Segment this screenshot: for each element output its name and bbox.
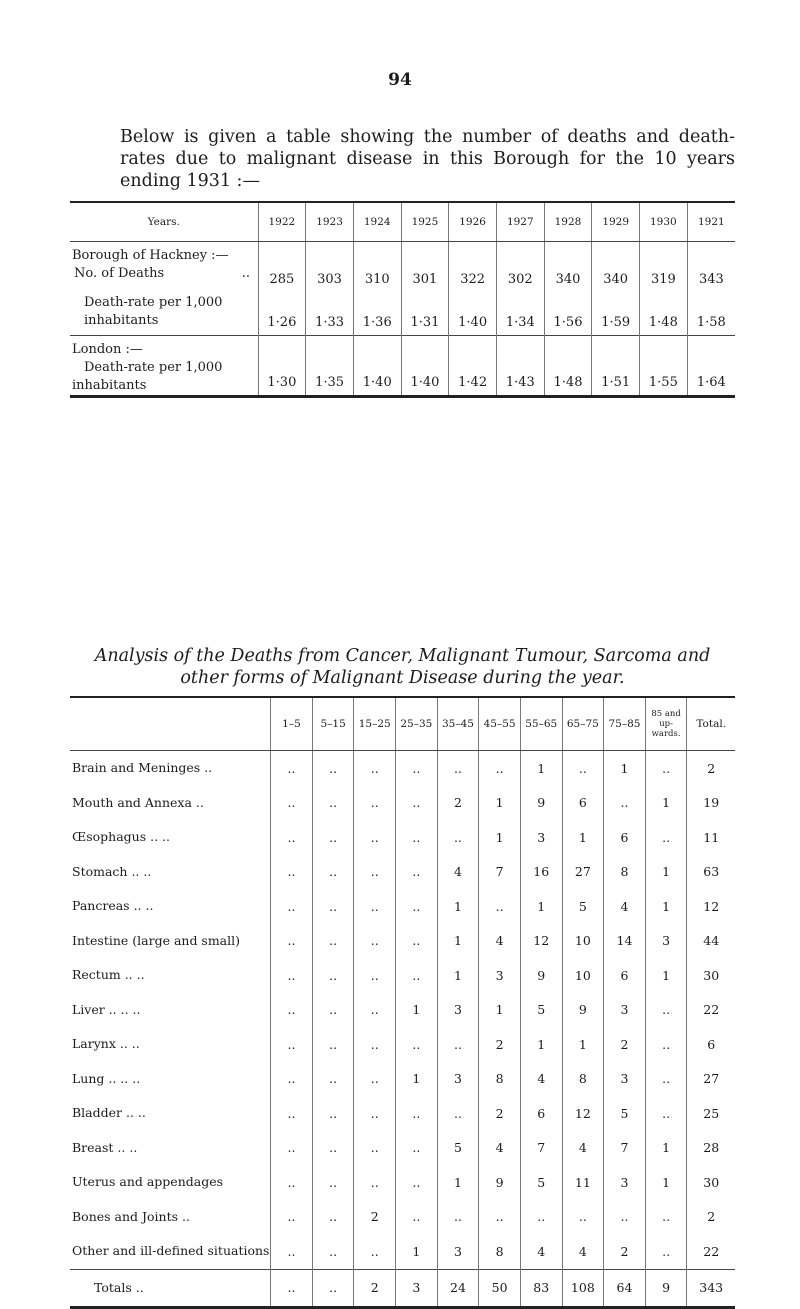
count-cell: 1 [437, 1165, 479, 1200]
count-cell: .. [312, 958, 354, 993]
count-cell: .. [271, 889, 313, 924]
total-cell: 108 [562, 1269, 604, 1307]
table-row [70, 855, 735, 890]
count-cell: 28 [687, 1131, 735, 1166]
count-cell: 1 [437, 958, 479, 993]
count-cell: .. [354, 820, 396, 855]
count-cell: 2 [479, 1027, 521, 1062]
corner-cell [70, 697, 271, 751]
count-cell: .. [271, 1027, 313, 1062]
deaths-cell: 319 [640, 242, 688, 292]
count-cell: 6 [687, 1027, 735, 1062]
count-cell: 3 [604, 993, 646, 1028]
rate-cell: 1·40 [401, 336, 449, 397]
table-row [70, 1165, 735, 1200]
rate-cell: 1·43 [496, 336, 544, 397]
total-cell: .. [312, 1269, 354, 1307]
death-rates-table [70, 201, 735, 398]
count-cell: .. [645, 1234, 687, 1269]
count-cell: 1 [479, 786, 521, 821]
table-row [70, 820, 735, 855]
count-cell: 10 [562, 958, 604, 993]
count-cell: 44 [687, 924, 735, 959]
year-header: 1930 [640, 202, 688, 242]
total-cell: .. [271, 1269, 313, 1307]
row-label: Uterus and appendages [72, 1174, 224, 1190]
table-row [70, 1234, 735, 1269]
count-cell: .. [312, 786, 354, 821]
analysis-heading: Analysis of the Deaths from Cancer, Malignant Tumour, Sarcoma and other forms of Malignant Disease during the year. [94, 646, 711, 688]
table-row [70, 1096, 735, 1131]
count-cell: .. [354, 1027, 396, 1062]
count-cell: 1 [645, 889, 687, 924]
rate-cell: 1·64 [687, 336, 735, 397]
count-cell: 6 [604, 958, 646, 993]
count-cell: 2 [437, 786, 479, 821]
count-cell: .. [312, 820, 354, 855]
hackney-deaths-label [70, 242, 258, 292]
row-label: Mouth and Annexa .. [72, 794, 204, 810]
count-cell: 30 [687, 1165, 735, 1200]
count-cell: .. [271, 820, 313, 855]
count-cell: .. [312, 1027, 354, 1062]
count-cell: .. [396, 1027, 438, 1062]
table-row [70, 889, 735, 924]
count-cell: 2 [604, 1027, 646, 1062]
count-cell: .. [396, 1096, 438, 1131]
count-cell: 4 [437, 855, 479, 890]
count-cell: .. [271, 1234, 313, 1269]
deaths-cell: 302 [496, 242, 544, 292]
count-cell: .. [354, 1165, 396, 1200]
count-cell: 1 [645, 1165, 687, 1200]
count-cell: 4 [520, 1062, 562, 1097]
deaths-cell: 301 [401, 242, 449, 292]
deaths-cell: 340 [544, 242, 592, 292]
count-cell: .. [354, 993, 396, 1028]
count-cell: .. [562, 751, 604, 786]
count-cell: 5 [520, 993, 562, 1028]
count-cell: 6 [562, 786, 604, 821]
deaths-cell: 285 [258, 242, 306, 292]
totals-row [70, 1269, 735, 1307]
count-cell: .. [604, 1200, 646, 1235]
deaths-label: No. of Deaths .. [74, 266, 250, 281]
count-cell: 3 [604, 1062, 646, 1097]
count-cell: 6 [520, 1096, 562, 1131]
count-cell: .. [312, 855, 354, 890]
year-header: 1929 [592, 202, 640, 242]
count-cell: .. [479, 889, 521, 924]
age-column-header: 1–5 [271, 697, 313, 751]
count-cell: .. [354, 924, 396, 959]
hackney-title: Borough of Hackney :— [72, 248, 229, 263]
count-cell: .. [437, 751, 479, 786]
count-cell: .. [645, 1096, 687, 1131]
rate-cell: 1·35 [306, 336, 354, 397]
deaths-cell: 303 [306, 242, 354, 292]
total-cell: 3 [396, 1269, 438, 1307]
count-cell: .. [312, 1234, 354, 1269]
age-column-header: 65–75 [562, 697, 604, 751]
year-header: 1925 [401, 202, 449, 242]
row-label: Intestine (large and small) [72, 932, 241, 948]
row-label: Rectum .. .. [72, 967, 145, 983]
count-cell: .. [354, 786, 396, 821]
rate-cell: 1·40 [353, 336, 401, 397]
count-cell: 7 [604, 1131, 646, 1166]
row-label: Lung .. .. .. [72, 1070, 141, 1086]
count-cell: .. [396, 1131, 438, 1166]
count-cell: .. [271, 786, 313, 821]
table-row [70, 958, 735, 993]
count-cell: .. [312, 993, 354, 1028]
rate-cell: 1·26 [258, 292, 306, 336]
count-cell: .. [271, 958, 313, 993]
london-rate-label: London :— Death-rate per 1,000 inhabitants [70, 336, 258, 397]
count-cell: 1 [437, 889, 479, 924]
count-cell: 2 [687, 1200, 735, 1235]
year-header: 1921 [687, 202, 735, 242]
count-cell: .. [645, 1062, 687, 1097]
rate-cell: 1·48 [640, 292, 688, 336]
malignant-disease-table [70, 696, 735, 1309]
count-cell: .. [271, 1096, 313, 1131]
count-cell: .. [312, 751, 354, 786]
rate-cell: 1·40 [449, 292, 497, 336]
rate-cell: 1·51 [592, 336, 640, 397]
rate-cell: 1·31 [401, 292, 449, 336]
total-cell: 64 [604, 1269, 646, 1307]
row-label: Bones and Joints .. [72, 1208, 190, 1224]
row-label: Bladder .. .. [72, 1105, 146, 1121]
row-label: Pancreas .. .. [72, 898, 154, 914]
count-cell: .. [645, 1027, 687, 1062]
count-cell: .. [312, 924, 354, 959]
row-label: Larynx .. .. [72, 1036, 140, 1052]
count-cell: 25 [687, 1096, 735, 1131]
count-cell: .. [396, 786, 438, 821]
count-cell: 5 [562, 889, 604, 924]
table-row [70, 751, 735, 786]
count-cell: .. [312, 1200, 354, 1235]
rate-cell: 1·55 [640, 336, 688, 397]
table-row [70, 1062, 735, 1097]
count-cell: .. [354, 1062, 396, 1097]
count-cell: 9 [520, 786, 562, 821]
rate-cell: 1·42 [449, 336, 497, 397]
count-cell: .. [354, 855, 396, 890]
count-cell: .. [396, 820, 438, 855]
count-cell: .. [396, 958, 438, 993]
count-cell: .. [354, 1234, 396, 1269]
count-cell: .. [271, 751, 313, 786]
count-cell: 1 [479, 820, 521, 855]
table-row [70, 924, 735, 959]
intro-paragraph: Below is given a table showing the number of deaths and death-rates due to malignant disease in this Borough for the 10 years ending 1931 :— [120, 127, 735, 191]
count-cell: 4 [479, 924, 521, 959]
count-cell: .. [520, 1200, 562, 1235]
deaths-cell: 322 [449, 242, 497, 292]
count-cell: 4 [562, 1131, 604, 1166]
count-cell: 8 [562, 1062, 604, 1097]
count-cell: 14 [604, 924, 646, 959]
count-cell: .. [354, 1131, 396, 1166]
count-cell: 5 [604, 1096, 646, 1131]
count-cell: 12 [520, 924, 562, 959]
total-cell: 343 [687, 1269, 735, 1307]
age-header-row [70, 697, 735, 751]
count-cell: .. [604, 786, 646, 821]
count-cell: 7 [520, 1131, 562, 1166]
count-cell: 3 [479, 958, 521, 993]
count-cell: .. [396, 751, 438, 786]
count-cell: 30 [687, 958, 735, 993]
count-cell: .. [562, 1200, 604, 1235]
count-cell: 7 [479, 855, 521, 890]
year-header: 1926 [449, 202, 497, 242]
rate-cell: 1·58 [687, 292, 735, 336]
count-cell: 3 [437, 1234, 479, 1269]
total-cell: 50 [479, 1269, 521, 1307]
count-cell: 2 [604, 1234, 646, 1269]
table-row [70, 1200, 735, 1235]
count-cell: .. [312, 889, 354, 924]
deaths-cell: 343 [687, 242, 735, 292]
count-cell: 1 [645, 1131, 687, 1166]
row-label: Breast .. .. [72, 1139, 138, 1155]
london-title: London :— [72, 342, 143, 357]
count-cell: 8 [479, 1062, 521, 1097]
count-cell: 1 [520, 889, 562, 924]
count-cell: 2 [687, 751, 735, 786]
count-cell: .. [396, 1165, 438, 1200]
count-cell: .. [271, 855, 313, 890]
row-label: Œsophagus .. .. [72, 829, 170, 845]
count-cell: 27 [562, 855, 604, 890]
count-cell: .. [645, 1200, 687, 1235]
row-label: Stomach .. .. [72, 863, 152, 879]
rate-cell: 1·36 [353, 292, 401, 336]
age-column-header: 25–35 [396, 697, 438, 751]
count-cell: 22 [687, 993, 735, 1028]
deaths-cell: 340 [592, 242, 640, 292]
hackney-deaths-row [70, 242, 735, 292]
hackney-rate-row [70, 292, 735, 336]
total-cell: 9 [645, 1269, 687, 1307]
count-cell: .. [645, 820, 687, 855]
rate-cell: 1·30 [258, 336, 306, 397]
count-cell: 6 [604, 820, 646, 855]
count-cell: 12 [687, 889, 735, 924]
table-row [70, 993, 735, 1028]
rate-cell: 1·34 [496, 292, 544, 336]
count-cell: 9 [479, 1165, 521, 1200]
count-cell: .. [645, 751, 687, 786]
count-cell: .. [437, 1027, 479, 1062]
age-column-header: 75–85 [604, 697, 646, 751]
count-cell: 1 [645, 855, 687, 890]
count-cell: .. [312, 1096, 354, 1131]
count-cell: .. [396, 855, 438, 890]
count-cell: 1 [396, 993, 438, 1028]
count-cell: 9 [520, 958, 562, 993]
total-cell: 2 [354, 1269, 396, 1307]
count-cell: .. [312, 1131, 354, 1166]
deaths-cell: 310 [353, 242, 401, 292]
count-cell: 1 [645, 786, 687, 821]
age-column-header: 45–55 [479, 697, 521, 751]
count-cell: 19 [687, 786, 735, 821]
count-cell: .. [479, 1200, 521, 1235]
count-cell: 8 [604, 855, 646, 890]
count-cell: .. [437, 1200, 479, 1235]
age-column-header: 5–15 [312, 697, 354, 751]
count-cell: 11 [562, 1165, 604, 1200]
year-header: 1924 [353, 202, 401, 242]
page-number: 94 [388, 70, 412, 90]
count-cell: .. [437, 1096, 479, 1131]
count-cell: 27 [687, 1062, 735, 1097]
row-label: Liver .. .. .. [72, 1001, 141, 1017]
year-header: 1927 [496, 202, 544, 242]
rate-cell: 1·48 [544, 336, 592, 397]
years-header-row [70, 202, 735, 242]
rate-cell: 1·33 [306, 292, 354, 336]
count-cell: .. [271, 1131, 313, 1166]
table-row [70, 1131, 735, 1166]
count-cell: 4 [479, 1131, 521, 1166]
count-cell: .. [645, 993, 687, 1028]
count-cell: 1 [645, 958, 687, 993]
count-cell: .. [396, 924, 438, 959]
count-cell: .. [354, 889, 396, 924]
count-cell: 1 [520, 751, 562, 786]
count-cell: 2 [479, 1096, 521, 1131]
table-row [70, 1027, 735, 1062]
count-cell: 3 [520, 820, 562, 855]
rate-cell: 1·59 [592, 292, 640, 336]
totals-label: Totals .. [70, 1269, 271, 1307]
count-cell: 1 [396, 1062, 438, 1097]
count-cell: 5 [520, 1165, 562, 1200]
hackney-rate-label: Death-rate per 1,000 inhabitants [84, 295, 223, 328]
count-cell: .. [354, 958, 396, 993]
age-column-header: Total. [687, 697, 735, 751]
count-cell: .. [271, 1062, 313, 1097]
count-cell: 22 [687, 1234, 735, 1269]
row-label: Other and ill-defined situations [72, 1243, 270, 1259]
age-column-header: 85 and up-wards. [645, 697, 687, 751]
count-cell: .. [271, 993, 313, 1028]
count-cell: 4 [562, 1234, 604, 1269]
years-header-label: Years. [70, 202, 258, 242]
count-cell: 1 [479, 993, 521, 1028]
count-cell: 1 [562, 1027, 604, 1062]
count-cell: 9 [562, 993, 604, 1028]
count-cell: .. [479, 751, 521, 786]
count-cell: .. [396, 1200, 438, 1235]
count-cell: .. [354, 1096, 396, 1131]
count-cell: .. [437, 820, 479, 855]
count-cell: 1 [520, 1027, 562, 1062]
count-cell: .. [271, 924, 313, 959]
rate-cell: 1·56 [544, 292, 592, 336]
year-header: 1928 [544, 202, 592, 242]
count-cell: 63 [687, 855, 735, 890]
count-cell: 12 [562, 1096, 604, 1131]
year-header: 1923 [306, 202, 354, 242]
count-cell: .. [271, 1165, 313, 1200]
count-cell: .. [271, 1200, 313, 1235]
count-cell: 8 [479, 1234, 521, 1269]
count-cell: 3 [437, 1062, 479, 1097]
count-cell: .. [354, 751, 396, 786]
count-cell: 10 [562, 924, 604, 959]
count-cell: 3 [645, 924, 687, 959]
count-cell: 3 [437, 993, 479, 1028]
age-column-header: 15–25 [354, 697, 396, 751]
table-row [70, 786, 735, 821]
count-cell: 5 [437, 1131, 479, 1166]
total-cell: 24 [437, 1269, 479, 1307]
count-cell: 2 [354, 1200, 396, 1235]
count-cell: .. [312, 1165, 354, 1200]
count-cell: 4 [604, 889, 646, 924]
london-rate-row [70, 336, 735, 397]
year-header: 1922 [258, 202, 306, 242]
count-cell: 4 [520, 1234, 562, 1269]
age-column-header: 55–65 [520, 697, 562, 751]
row-label: Brain and Meninges .. [72, 760, 213, 776]
count-cell: 1 [396, 1234, 438, 1269]
count-cell: 3 [604, 1165, 646, 1200]
count-cell: .. [312, 1062, 354, 1097]
count-cell: 11 [687, 820, 735, 855]
count-cell: 16 [520, 855, 562, 890]
count-cell: 1 [562, 820, 604, 855]
count-cell: 1 [604, 751, 646, 786]
count-cell: 1 [437, 924, 479, 959]
count-cell: .. [396, 889, 438, 924]
total-cell: 83 [520, 1269, 562, 1307]
age-column-header: 35–45 [437, 697, 479, 751]
